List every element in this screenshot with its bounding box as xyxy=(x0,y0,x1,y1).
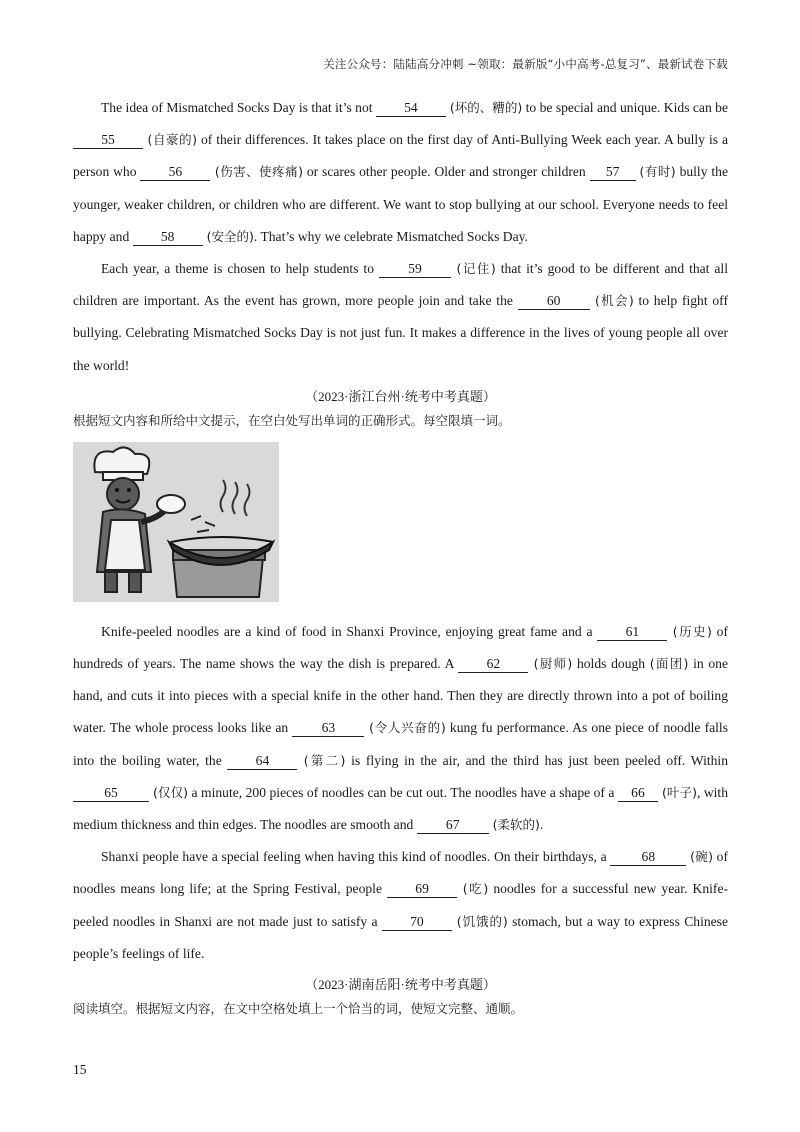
text-run: Shanxi people have a special feeling when having this kind of noodles. On their birthdays, a xyxy=(101,849,611,865)
hint-dough: (面团) xyxy=(649,656,689,672)
blank-66[interactable]: 66 xyxy=(618,785,658,802)
text-run: noodles for a successful new year. Knife-peeled noodles in Shanxi are not made just to satisfy a xyxy=(73,881,729,929)
blank-54[interactable]: 54 xyxy=(376,100,446,117)
hint-55: (自豪的) xyxy=(143,132,197,148)
text-run: Each year, a theme is chosen to help students to xyxy=(101,261,379,277)
text-run: . xyxy=(539,817,544,833)
hint-64: (第二) xyxy=(297,752,346,768)
hint-60: (机会) xyxy=(589,293,634,309)
passage1-paragraph2 xyxy=(73,253,728,382)
hint-68: (碗) xyxy=(690,849,713,865)
text-run: stomach, but a way to express Chinese people’s feelings of life. xyxy=(73,913,729,961)
text-run: is flying in the air, and the third has just been peeled off. Within xyxy=(345,752,728,768)
text-run: of hundreds of years. The name shows the way the dish is prepared. A xyxy=(73,623,728,672)
passage2-paragraph1 xyxy=(73,616,728,841)
passage2-paragraph2 xyxy=(73,841,728,970)
text-run: kung fu performance. As one piece of noodle falls into the boiling water, the xyxy=(73,720,728,768)
hint-61: (历史) xyxy=(667,623,712,639)
blank-55[interactable]: 55 xyxy=(73,132,143,149)
hint-62: (厨师) xyxy=(528,656,573,672)
blank-69[interactable]: 69 xyxy=(387,881,457,898)
section3-source: （2023·湖南岳阳·统考中考真题） xyxy=(305,977,496,993)
document-body xyxy=(73,92,728,1020)
text-run: to be special and unique. Kids can be xyxy=(522,100,728,115)
text-run: that it’s good to be different and that all children are important. As the event has grown, more people join and take the xyxy=(73,261,728,309)
blank-57[interactable]: 57 xyxy=(590,164,636,181)
section2-instruction: 根据短文内容和所给中文提示，在空白处写出单词的正确形式。每空限填一词。 xyxy=(73,412,511,428)
passage1-paragraph1 xyxy=(73,92,728,253)
blank-60[interactable]: 60 xyxy=(518,293,590,310)
text-run: . That’s why we celebrate Mismatched Socks Day. xyxy=(253,228,528,244)
hint-69: (吃) xyxy=(457,881,489,897)
text-run: The idea of Mismatched Socks Day is that it’s not xyxy=(101,100,376,115)
hint-65: (仅仅) xyxy=(149,784,189,800)
page-header: 关注公众号：陆陆高分冲刺 ~领取：最新版“小中高考-总复习”、最新试卷下载 xyxy=(323,57,728,71)
hint-63: (令人兴奋的) xyxy=(364,720,446,736)
hint-56: (伤害、使疼痛) xyxy=(210,164,303,180)
hint-59: (记住) xyxy=(450,261,496,277)
blank-56[interactable]: 56 xyxy=(140,164,210,181)
hint-54: (坏的、糟的) xyxy=(445,100,523,115)
text-run: a minute, 200 pieces of noodles can be cut out. The noodles have a shape of a xyxy=(188,784,618,800)
section2-source: （2023·浙江台州·统考中考真题） xyxy=(305,388,496,404)
section3-instruction: 阅读填空。根据短文内容，在文中空格处填上一个恰当的词，使短文完整、通顺。 xyxy=(73,1001,524,1017)
hint-67: (柔软的) xyxy=(488,817,540,833)
text-run: of their differences. It takes place on the first day of Anti-Bullying Week each year. A bully is a person who xyxy=(73,132,728,180)
hint-66: (叶子) xyxy=(657,784,697,800)
text-run: Knife-peeled noodles are a kind of food in Shanxi Province, enjoying great fame and a xyxy=(101,623,598,639)
hint-70: (饥饿的) xyxy=(451,913,508,929)
text-run: , with medium thickness and thin edges. The noodles are smooth and xyxy=(73,784,729,833)
hint-57: (有时) xyxy=(639,164,676,180)
text-run: to help fight off bullying. Celebrating Mismatched Socks Day is not just fun. It makes a difference in the lives of young people all over the world! xyxy=(73,293,728,373)
blank-65[interactable]: 65 xyxy=(73,785,149,802)
blank-63[interactable]: 63 xyxy=(292,720,364,737)
hint-58: (安全的) xyxy=(202,228,254,244)
blank-68[interactable]: 68 xyxy=(610,849,686,866)
blank-58[interactable]: 58 xyxy=(133,229,203,246)
blank-62[interactable]: 62 xyxy=(458,656,528,673)
blank-59[interactable]: 59 xyxy=(379,261,451,278)
blank-64[interactable]: 64 xyxy=(227,753,297,770)
chef-cooking-noodles-illustration xyxy=(73,442,279,602)
blank-61[interactable]: 61 xyxy=(597,624,667,641)
text-run: or scares other people. Older and stronger children xyxy=(302,164,590,180)
text-run: bully the younger, weaker children, or children who are different. We want to stop bullying at our school. Everyone needs to feel happy and xyxy=(73,164,728,244)
text-run: in one hand, and cuts it into pieces with a special knife in the other hand. Then they are directly thrown into a pot of boiling water. The whole process looks like an xyxy=(73,656,729,736)
blank-70[interactable]: 70 xyxy=(382,914,452,931)
text-run: of noodles means long life; at the Spring Festival, people xyxy=(73,849,728,897)
page-number: 15 xyxy=(73,1062,87,1077)
blank-67[interactable]: 67 xyxy=(417,817,489,834)
text-run: holds dough xyxy=(572,656,650,672)
